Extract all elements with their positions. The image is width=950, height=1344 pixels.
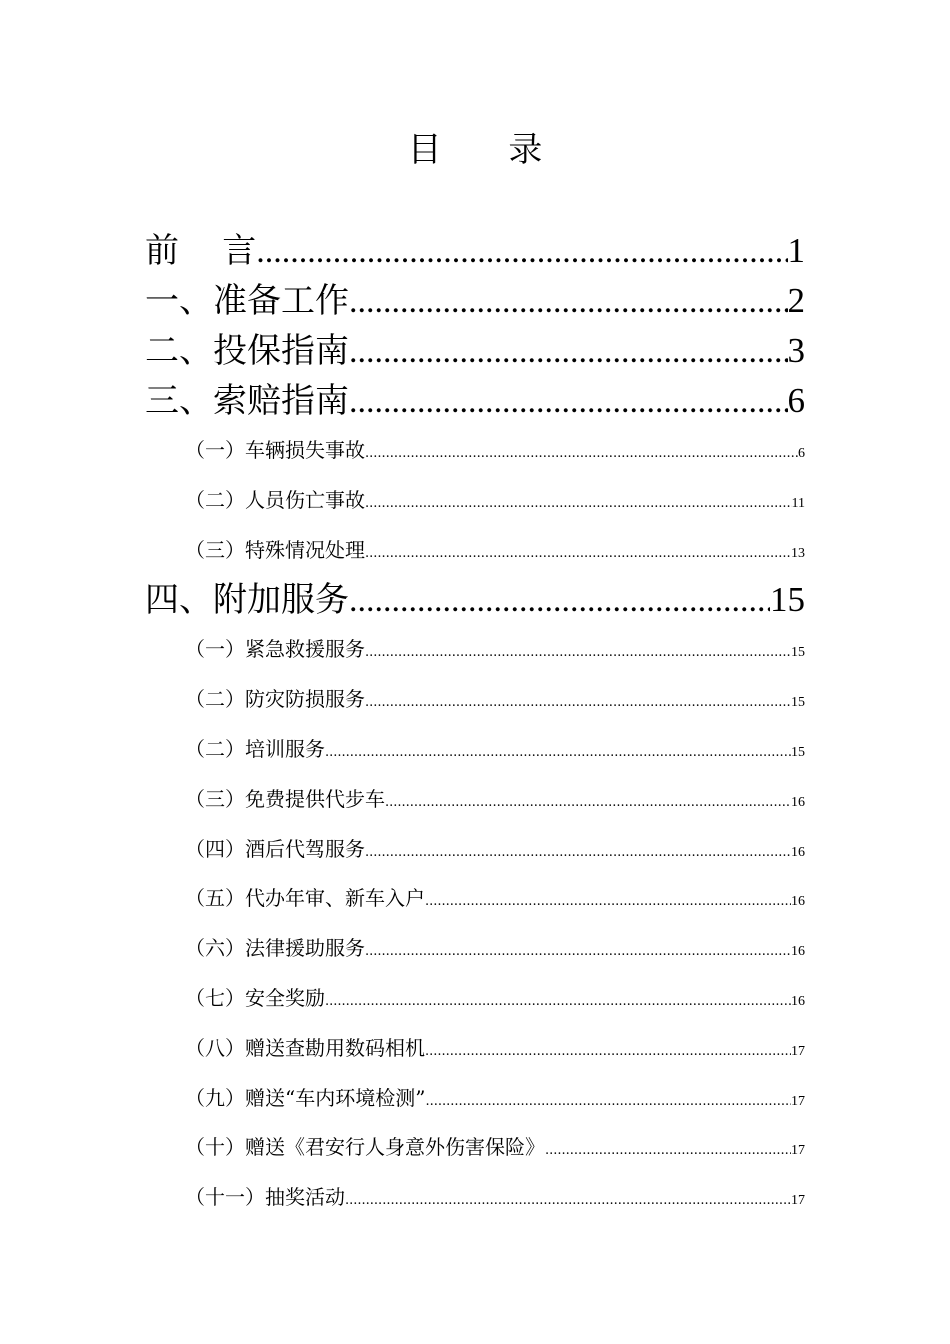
toc-subentry[interactable]	[185, 1123, 805, 1173]
toc-entry-label: （一）紧急救援服务	[185, 637, 365, 662]
toc-page-number: 16	[791, 944, 805, 960]
toc-entry-label: （二）人员伤亡事故	[185, 487, 365, 512]
toc-entry-label: （一）车辆损失事故	[185, 438, 365, 462]
toc-leader	[425, 1077, 791, 1127]
toc-subentry[interactable]	[185, 825, 805, 875]
toc-leader	[545, 1126, 791, 1176]
toc-entry-label: （五）代办年审、新车入户	[185, 886, 425, 911]
toc-entry-label: （二）防灾防损服务	[185, 687, 365, 712]
toc-leader	[349, 575, 770, 626]
toc-subentry[interactable]	[185, 426, 805, 476]
toc-page-number: 17	[791, 1193, 805, 1209]
toc-page-number: 15	[791, 744, 805, 760]
toc-page-number: 6	[787, 381, 805, 420]
toc-subentry[interactable]	[185, 1173, 805, 1223]
toc-entry-preparation[interactable]	[145, 276, 805, 326]
toc-page-number: 17	[791, 1043, 805, 1059]
toc-leader	[365, 479, 792, 529]
toc-entry-label: （六）法律援助服务	[185, 936, 365, 961]
toc-subentry[interactable]	[185, 476, 805, 526]
toc-leader	[425, 877, 791, 927]
toc-leader	[349, 276, 788, 327]
toc-entry-label: （二）培训服务	[185, 736, 325, 761]
toc-entry-preface[interactable]	[145, 226, 805, 276]
toc-page-number: 13	[791, 545, 805, 561]
toc-entry-label: （三）特殊情况处理	[185, 537, 365, 562]
toc-subentry[interactable]	[185, 775, 805, 825]
toc-page-number: 17	[791, 1093, 805, 1109]
toc-page-number: 15	[770, 580, 805, 620]
toc-leader	[325, 977, 791, 1027]
toc-page-number: 16	[791, 993, 805, 1009]
toc-page-number: 2	[787, 281, 805, 320]
toc-subentry[interactable]	[185, 974, 805, 1024]
toc-entry-label: 一、准备工作	[145, 281, 349, 321]
toc-subentry[interactable]	[185, 675, 805, 725]
toc-leader	[349, 326, 788, 377]
toc-subentry[interactable]	[185, 1074, 805, 1124]
toc-entry-label: （三）免费提供代步车	[185, 786, 385, 811]
toc-page-number: 16	[791, 794, 805, 810]
toc-subentry[interactable]	[185, 874, 805, 924]
toc-page-number: 15	[791, 695, 805, 711]
toc-page-number: 6	[798, 446, 805, 461]
toc-leader	[345, 1176, 791, 1226]
toc-entry-label: （八）赠送查勘用数码相机	[185, 1035, 425, 1060]
toc-subentry[interactable]	[185, 924, 805, 974]
toc-entry-label: 四、附加服务	[145, 580, 349, 621]
toc-leader	[365, 429, 798, 479]
toc-leader	[349, 376, 788, 427]
toc-leader	[425, 1027, 791, 1077]
toc-subentry[interactable]	[185, 1024, 805, 1074]
toc-entry-label: （十一）抽奖活动	[185, 1185, 345, 1210]
page-title: 目 录	[407, 130, 571, 170]
toc-page-number: 16	[791, 894, 805, 910]
toc-entry-label: （四）酒后代驾服务	[185, 836, 365, 861]
toc-entry-label: 三、索赔指南	[145, 381, 349, 421]
toc-leader	[365, 828, 791, 878]
toc-entry-claims-guide[interactable]	[145, 376, 805, 426]
table-of-contents	[0, 226, 950, 1223]
toc-page-number: 3	[787, 331, 805, 370]
toc-page-number: 1	[787, 231, 805, 270]
toc-page-number: 15	[791, 645, 805, 661]
toc-leader	[365, 529, 791, 579]
toc-entry-additional-services[interactable]	[145, 575, 805, 625]
toc-entry-label: 前 言	[145, 231, 257, 271]
toc-entry-insurance-guide[interactable]	[145, 326, 805, 376]
toc-leader	[365, 628, 791, 678]
toc-page-number: 11	[791, 495, 805, 511]
toc-entry-label: （九）赠送“车内环境检测”	[185, 1085, 426, 1110]
toc-subentry[interactable]	[185, 625, 805, 675]
toc-page-number: 17	[791, 1143, 805, 1159]
toc-leader	[365, 927, 791, 977]
toc-entry-label: 二、投保指南	[145, 331, 349, 371]
toc-page-number: 16	[791, 844, 805, 860]
toc-subentry[interactable]	[185, 725, 805, 775]
toc-entry-label: （十）赠送《君安行人身意外伤害保险》	[185, 1135, 545, 1160]
toc-subentry[interactable]	[185, 526, 805, 576]
toc-leader	[365, 678, 791, 728]
toc-entry-label: （七）安全奖励	[185, 985, 325, 1010]
toc-leader	[256, 226, 787, 277]
toc-leader	[385, 778, 791, 828]
toc-leader	[325, 728, 791, 778]
